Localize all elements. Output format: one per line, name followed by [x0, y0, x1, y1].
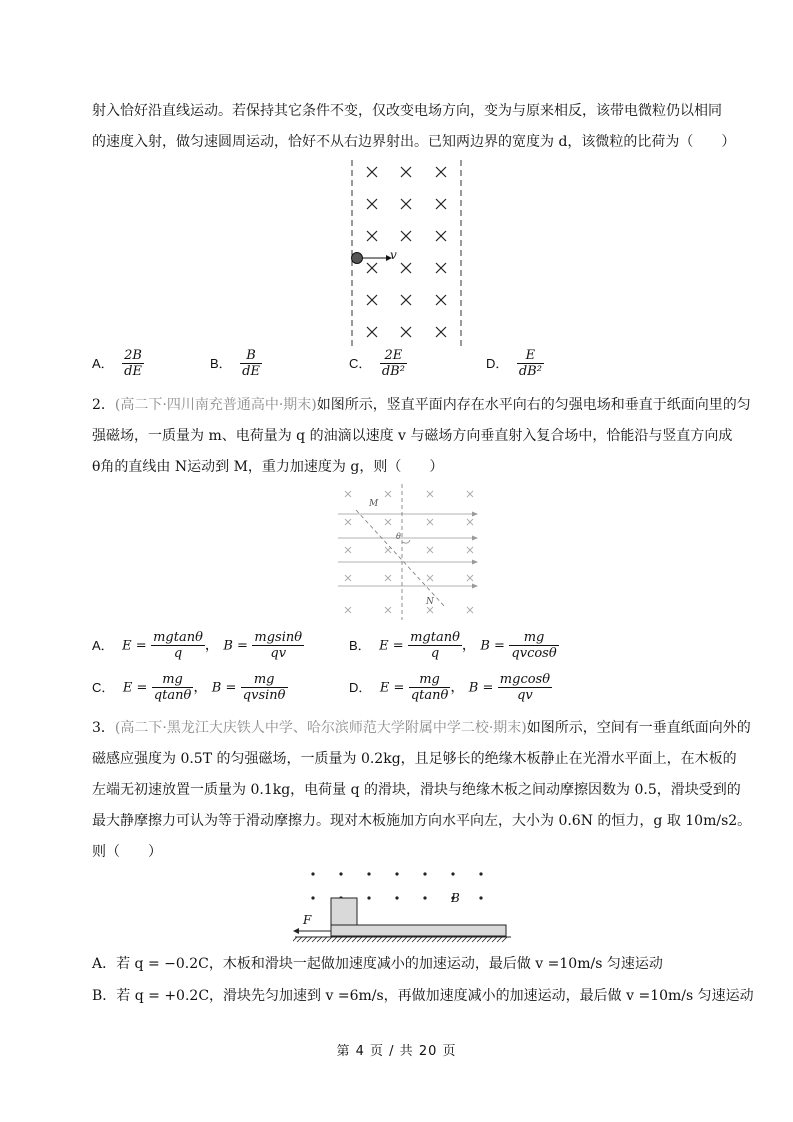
option-label: A． [92, 355, 114, 371]
q3-text-line-2: 磁感应强度为 0.5T 的匀强磁场，一质量为 0.2kg，且足够长的绝缘木板静止在光滑水平面上，在木板的 [92, 751, 737, 767]
option-fraction: $\frac{B}{dE}$ [242, 348, 260, 379]
q3-number: 3． [92, 720, 115, 736]
magnetic-field-cross-icon [401, 263, 411, 273]
option-label: D． [349, 679, 372, 695]
ground-hatch [382, 937, 387, 942]
magnetic-field-cross-icon [367, 199, 377, 209]
ground-hatch [337, 937, 342, 942]
ground-hatch [317, 937, 322, 942]
magnetic-field-dot-icon [339, 872, 342, 875]
magnetic-field-cross-icon [385, 491, 391, 497]
q1-velocity-label: v [390, 248, 397, 262]
magnetic-field-dot-icon [311, 872, 314, 875]
magnetic-field-cross-icon [345, 607, 351, 613]
magnetic-field-cross-icon [385, 519, 391, 525]
magnetic-field-cross-icon [436, 167, 446, 177]
option-fraction: $\frac{2E}{\text{dB²}}$ [381, 348, 405, 379]
magnetic-field-dot-icon [451, 872, 454, 875]
magnetic-field-cross-icon [436, 199, 446, 209]
b-prefix: B = [211, 680, 237, 696]
ground-hatch [352, 937, 357, 942]
q2-option-c[interactable]: C． E = $\frac{mg}{qtan\theta}$ ， B = $\frac{mg}{qvsin\theta}$ [92, 672, 286, 703]
q2-label-theta: θ [396, 532, 401, 541]
option-fraction: $\frac{2B}{dE}$ [124, 348, 142, 379]
ground-hatch [297, 937, 302, 942]
e-prefix: E = [379, 638, 404, 654]
option-e-fraction: $\frac{mgtan\theta}{q}$ [410, 630, 460, 661]
magnetic-field-cross-icon [367, 167, 377, 177]
ground-hatch [457, 937, 462, 942]
q1-option-d[interactable] [486, 348, 544, 379]
magnetic-field-cross-icon [401, 295, 411, 305]
magnetic-field-cross-icon [436, 295, 446, 305]
magnetic-field-cross-icon [467, 491, 473, 497]
q1-option-a[interactable] [92, 348, 144, 379]
q3-text-line-5: 则（ ） [92, 844, 162, 860]
magnetic-field-cross-icon [427, 491, 433, 497]
b-prefix: B = [223, 638, 248, 654]
ground-hatch [342, 937, 347, 942]
magnetic-field-cross-icon [467, 607, 473, 613]
ground-hatch [477, 937, 482, 942]
magnetic-field-cross-icon [436, 231, 446, 241]
magnetic-field-cross-icon [367, 295, 377, 305]
ground-hatch [442, 937, 447, 942]
ground-hatch [502, 937, 507, 942]
ground-hatch [377, 937, 382, 942]
ground-hatch [482, 937, 487, 942]
ground-hatch [422, 937, 427, 942]
magnetic-field-cross-icon [427, 519, 433, 525]
option-label: B． [210, 355, 232, 371]
option-b-fraction: $\frac{mgcos\theta}{qv}$ [499, 672, 551, 703]
ground-hatch [293, 937, 297, 942]
ground-hatch [407, 937, 412, 942]
option-b-fraction: $\frac{mgsin\theta}{qv}$ [254, 630, 303, 661]
q2-figure [336, 482, 480, 622]
b-prefix: B = [480, 638, 505, 654]
q3-option-b[interactable]: B．若 q = +0.2C，滑块先匀加速到 v =6m/s，再做加速度减小的加速运动，最后做 v =10m/s 匀速运动 [92, 988, 754, 1004]
option-label: C． [92, 679, 115, 695]
option-label: B． [349, 637, 371, 653]
magnetic-field-cross-icon [345, 547, 351, 553]
q3-text-line-1 [92, 718, 751, 738]
ground-hatch [322, 937, 327, 942]
q2-label-n: N [426, 597, 434, 607]
q1-text-line-1: 射入恰好沿直线运动。若保持其它条件不变，仅改变电场方向，变为与原来相反，该带电微粒仍以相同 [92, 103, 722, 119]
magnetic-field-dot-icon [367, 896, 370, 899]
ground-hatch [452, 937, 457, 942]
magnetic-field-dot-icon [423, 872, 426, 875]
ground-hatch [497, 937, 502, 942]
q2-text-line-1 [92, 395, 751, 415]
magnetic-field-cross-icon [385, 575, 391, 581]
q3-text-line-3: 左端无初速放置一质量为 0.1kg，电荷量 q 的滑块，滑块与绝缘木板之间动摩擦因数为 0.5，滑块受到的 [92, 782, 741, 798]
q3-figure [293, 864, 513, 944]
page-footer: 第 4 页 / 共 20 页 [336, 1044, 457, 1059]
q1-figure [340, 158, 470, 348]
ground-hatch [447, 937, 452, 942]
magnetic-field-cross-icon [427, 575, 433, 581]
magnetic-field-cross-icon [436, 327, 446, 337]
ground-hatch [397, 937, 402, 942]
ground-hatch [492, 937, 497, 942]
ground-hatch [487, 937, 492, 942]
magnetic-field-cross-icon [401, 327, 411, 337]
e-prefix: E = [122, 638, 147, 654]
q1-option-b[interactable] [210, 348, 262, 379]
option-e-fraction: $\frac{mg}{qtan\theta}$ [153, 672, 192, 703]
q3-source: (高二下·黑龙江大庆铁人中学、哈尔滨师范大学附属中学二校·期末) [114, 720, 527, 736]
q3-label-b: B [451, 891, 460, 905]
magnetic-field-dot-icon [479, 896, 482, 899]
q3-label-f: F [303, 913, 312, 927]
q1-text-line-2: 的速度入射，做匀速圆周运动，恰好不从右边界射出。已知两边界的宽度为 d，该微粒的比荷为（ ） [92, 134, 736, 150]
magnetic-field-dot-icon [479, 872, 482, 875]
magnetic-field-cross-icon [345, 491, 351, 497]
ground-hatch [367, 937, 372, 942]
q2-number: 2． [92, 397, 115, 413]
magnetic-field-cross-icon [385, 547, 391, 553]
magnetic-field-cross-icon [467, 575, 473, 581]
q2-text-line-3: θ角的直线由 N运动到 M，重力加速度为 g，则（ ） [92, 459, 444, 475]
q1-option-c[interactable] [349, 348, 407, 379]
magnetic-field-dot-icon [367, 872, 370, 875]
ground-hatch [462, 937, 467, 942]
field-arrow-icon [472, 536, 478, 541]
ground-hatch [357, 937, 362, 942]
q2-option-b[interactable]: B． E = $\frac{mgtan\theta}{q}$ ， B = $\frac{mg}{qvcos\theta}$ [349, 630, 557, 661]
ground-hatch [332, 937, 337, 942]
magnetic-field-cross-icon [401, 231, 411, 241]
ground-hatch [307, 937, 312, 942]
ground-hatch [427, 937, 432, 942]
ground-hatch [312, 937, 317, 942]
magnetic-field-cross-icon [345, 575, 351, 581]
q3-text-line-4: 最大静摩擦力可认为等于滑动摩擦力。现对木板施加方向水平向左，大小为 0.6N 的恒力，g 取 10m/s2。 [92, 813, 752, 829]
ground-hatch [437, 937, 442, 942]
e-prefix: E = [379, 680, 405, 696]
q2-option-a[interactable]: A． E = $\frac{mgtan\theta}{q}$ ， B = $\frac{mgsin\theta}{qv}$ [92, 630, 303, 661]
ground-hatch [432, 937, 437, 942]
magnetic-field-cross-icon [401, 199, 411, 209]
magnetic-field-cross-icon [367, 263, 377, 273]
magnetic-field-cross-icon [345, 519, 351, 525]
option-label: D． [486, 355, 509, 371]
ground-hatch [347, 937, 352, 942]
q3-option-a[interactable]: A．若 q = −0.2C，木板和滑块一起做加速度减小的加速运动，最后做 v =10m/s 匀速运动 [92, 956, 663, 972]
ground-hatch [472, 937, 477, 942]
option-label: A． [92, 637, 114, 653]
option-e-fraction: $\frac{mg}{qtan\theta}$ [410, 672, 449, 703]
option-fraction: $\frac{E}{\text{dB²}}$ [518, 348, 542, 379]
magnetic-field-cross-icon [467, 547, 473, 553]
magnetic-field-dot-icon [395, 896, 398, 899]
e-prefix: E = [122, 680, 148, 696]
ground-hatch [392, 937, 397, 942]
magnetic-field-dot-icon [311, 896, 314, 899]
q2-text-line-2: 强磁场，一质量为 m、电荷量为 q 的油滴以速度 v 与磁场方向垂直射入复合场中，恰能沿与竖直方向成 [92, 428, 733, 444]
magnetic-field-cross-icon [367, 327, 377, 337]
field-arrow-icon [472, 584, 478, 589]
magnetic-field-cross-icon [467, 519, 473, 525]
option-e-fraction: $\frac{mgtan\theta}{q}$ [153, 630, 203, 661]
magnetic-field-cross-icon [367, 231, 377, 241]
field-arrow-icon [472, 512, 478, 517]
magnetic-field-cross-icon [427, 547, 433, 553]
ground-hatch [467, 937, 472, 942]
q2-label-m: M [369, 499, 379, 509]
q2-stem-start: 如图所示，竖直平面内存在水平向右的匀强电场和垂直于纸面向里的匀 [316, 397, 751, 413]
option-b-fraction: $\frac{mg}{qvsin\theta}$ [242, 672, 286, 703]
ground-hatch [412, 937, 417, 942]
q2-option-d[interactable]: D． E = $\frac{mg}{qtan\theta}$ ， B = $\frac{mgcos\theta}{qv}$ [349, 672, 551, 703]
ground-hatch [362, 937, 367, 942]
option-b-fraction: $\frac{mg}{qvcos\theta}$ [511, 630, 557, 661]
magnetic-field-cross-icon [401, 167, 411, 177]
field-arrow-icon [472, 560, 478, 565]
ground-hatch [327, 937, 332, 942]
ground-hatch [417, 937, 422, 942]
magnetic-field-dot-icon [395, 872, 398, 875]
b-prefix: B = [468, 680, 494, 696]
magnetic-field-cross-icon [436, 263, 446, 273]
option-label: C． [349, 355, 372, 371]
q2-source: (高二下·四川南充普通高中·期末) [114, 397, 317, 413]
ground-hatch [387, 937, 392, 942]
magnetic-field-dot-icon [423, 896, 426, 899]
ground-hatch [372, 937, 377, 942]
magnetic-field-cross-icon [385, 607, 391, 613]
magnetic-field-cross-icon [427, 607, 433, 613]
ground-hatch [302, 937, 307, 942]
ground-hatch [402, 937, 407, 942]
q3-stem-start: 如图所示，空间有一垂直纸面向外的 [526, 720, 751, 736]
